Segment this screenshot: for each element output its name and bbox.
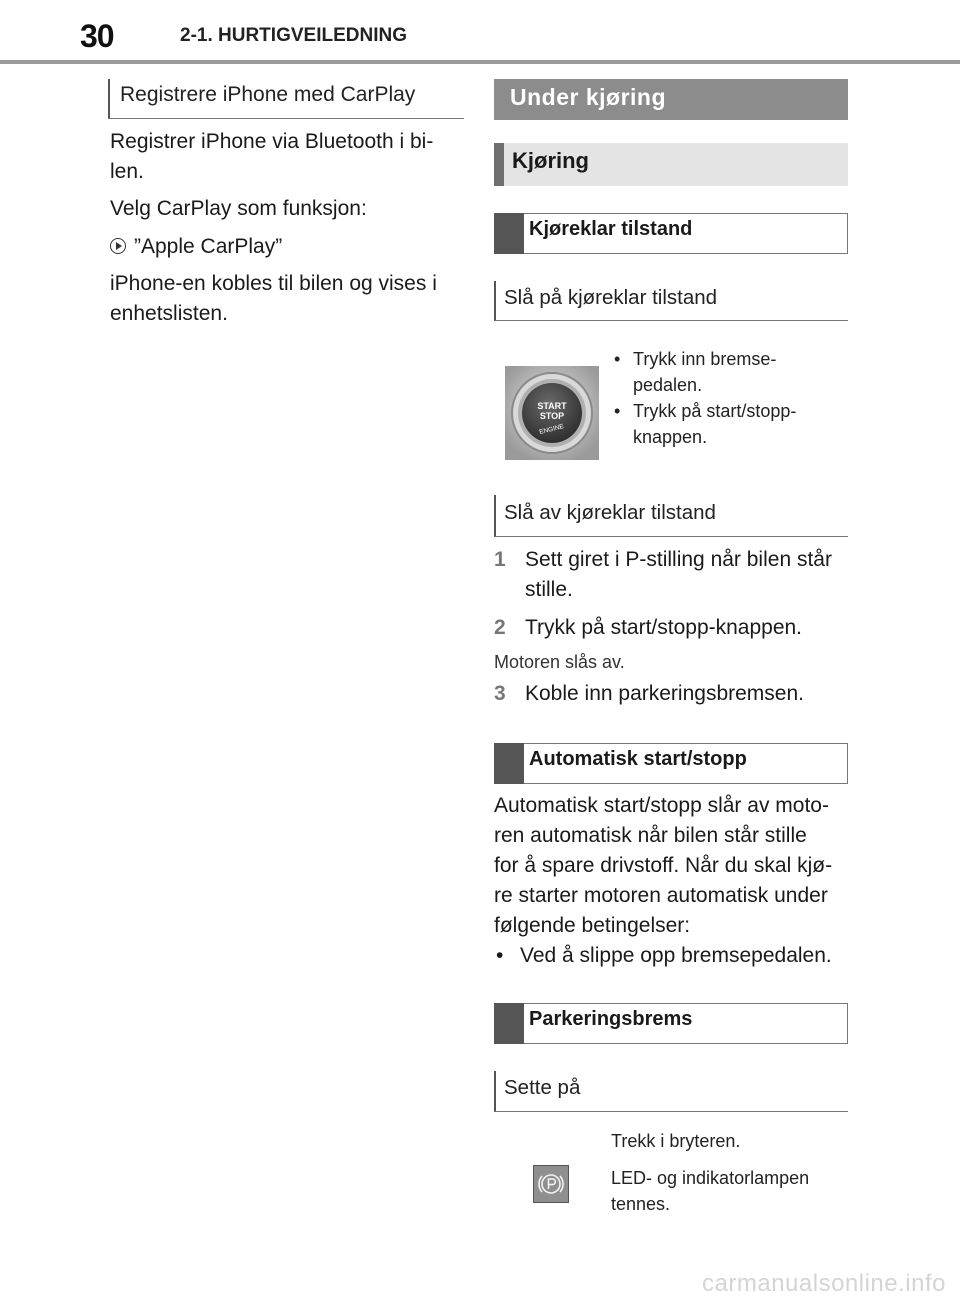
step-text: Koble inn parkeringsbremsen. [525, 682, 804, 705]
auto-start-stop-text [494, 791, 854, 971]
step-1 [494, 545, 848, 605]
parking-brake-icon [534, 1166, 568, 1202]
text-line: Automatisk start/stopp slår av moto- [494, 794, 829, 817]
page-number: 30 [80, 18, 114, 54]
start-stop-icon [505, 366, 599, 460]
heading-ready-on: Slå på kjøreklar tilstand [494, 281, 848, 321]
para-register-line1: Registrer iPhone via Bluetooth i bi- [110, 130, 434, 153]
heading-apply: Sette på [494, 1071, 848, 1112]
text-line: tennes. [611, 1194, 671, 1214]
menu-arrow-icon [110, 238, 126, 254]
para-connected-line1: iPhone-en kobles til bilen og vises i [110, 272, 437, 295]
start-label: START [537, 401, 567, 411]
menu-path [110, 232, 470, 262]
text-line: re starter motoren automatisk under [494, 884, 828, 907]
para-connected-line2: enhetslisten. [110, 302, 228, 325]
step-number: 3 [494, 682, 506, 705]
para-register-line2: len. [110, 160, 144, 183]
chapter-title: 2-1. HURTIGVEILEDNING [180, 25, 407, 46]
menu-item-label: ”Apple CarPlay” [134, 235, 283, 258]
step-text: Trykk på start/stopp-knappen. [525, 616, 803, 639]
apply-text-pull: Trekk i bryteren. [611, 1131, 741, 1151]
heading-ready-off: Slå av kjøreklar tilstand [494, 495, 848, 537]
carplay-instructions [110, 127, 470, 329]
subheading-carplay: Registrere iPhone med CarPlay [108, 79, 464, 119]
engine-label: ENGINE [538, 423, 565, 436]
step-number: 1 [494, 548, 506, 571]
list-item: • Trykk inn bremse- pedalen. [614, 346, 844, 398]
step-text: Sett giret i P-stilling når bilen står [525, 548, 832, 571]
list-item: • Ved å slippe opp bremsepedalen. [496, 944, 832, 967]
parking-brake-switch-image [533, 1165, 569, 1203]
text-line: følgende betingelser: [494, 914, 691, 937]
text-line: LED- og indikatorlampen [611, 1168, 810, 1188]
ready-on-steps [614, 346, 844, 450]
box-ready-state: Kjøreklar tilstand [494, 213, 848, 254]
stop-label: STOP [539, 411, 565, 421]
step-text: stille. [525, 578, 573, 601]
engine-off-note: Motoren slås av. [494, 652, 625, 672]
subsection-title: Kjøring [494, 143, 848, 186]
header-rule [0, 60, 960, 64]
box-auto-start-stop: Automatisk start/stopp [494, 743, 848, 784]
list-item: • Trykk på start/stopp- knappen. [614, 398, 844, 450]
apply-text-led [611, 1165, 809, 1217]
step-number: 2 [494, 616, 506, 639]
watermark: carmanualsonline.info [702, 1270, 946, 1297]
start-stop-button-image [505, 366, 599, 460]
section-title: Under kjøring [494, 79, 848, 120]
box-parking-brake: Parkeringsbrems [494, 1003, 848, 1044]
text-line: for å spare drivstoff. Når du skal kjø- [494, 854, 833, 877]
text-line: ren automatisk når bilen står stille [494, 824, 807, 847]
para-select-function: Velg CarPlay som funksjon: [110, 197, 367, 220]
step-2 [494, 613, 848, 643]
step-3 [494, 679, 848, 709]
